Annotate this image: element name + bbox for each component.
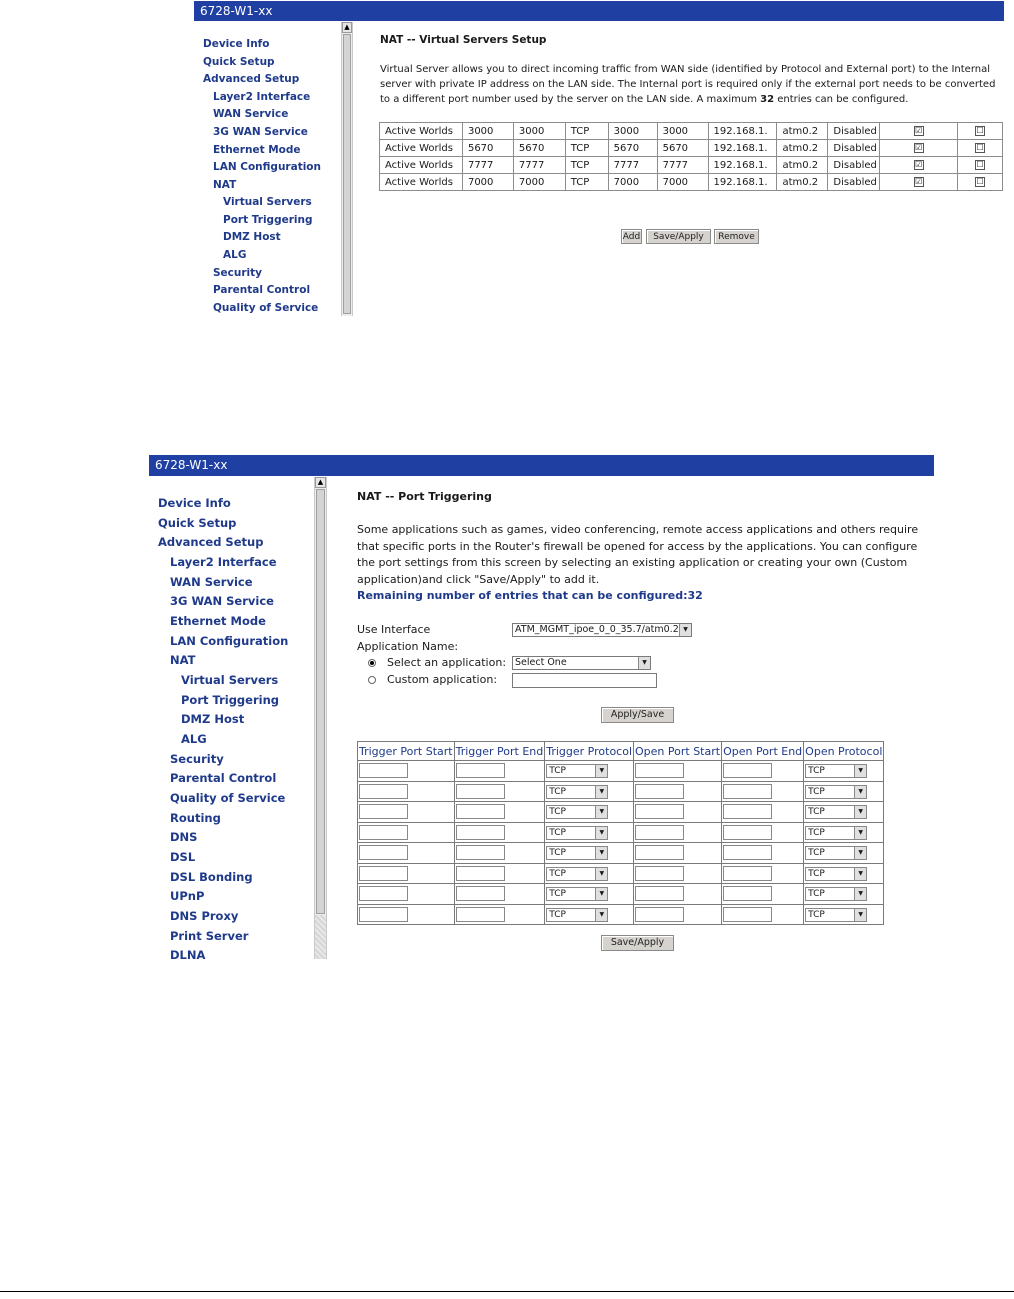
cell: [358, 904, 455, 925]
open-port-end-input[interactable]: [723, 866, 772, 881]
sidebar-item-ethernet-mode[interactable]: Ethernet Mode: [213, 144, 301, 156]
open-port-start-input[interactable]: [635, 763, 684, 778]
custom-application-radio[interactable]: [368, 676, 376, 684]
add-button[interactable]: Add: [621, 229, 642, 244]
cell-external-port-end: 5670: [513, 140, 565, 157]
chevron-down-icon: ▼: [595, 806, 607, 818]
trigger-protocol-select[interactable]: [546, 764, 608, 778]
chevron-down-icon: ▼: [595, 827, 607, 839]
scroll-up-icon[interactable]: ▲: [315, 477, 326, 488]
chevron-down-icon: ▼: [854, 765, 866, 777]
save-apply-button[interactable]: Save/Apply: [646, 229, 711, 244]
open-protocol-value: TCP: [808, 868, 825, 879]
table-header-row: [358, 742, 884, 761]
col-open-port-start: Open Port Start: [634, 742, 722, 761]
open-port-end-input[interactable]: [723, 907, 772, 922]
sidebar-item-alg[interactable]: ALG: [181, 732, 207, 746]
sidebar-item-nat[interactable]: NAT: [170, 653, 196, 667]
description-text-end: entries can be configured.: [774, 94, 909, 105]
panel2-page-title: NAT -- Port Triggering: [357, 490, 492, 503]
cell: [545, 802, 634, 823]
sidebar-item-dsl[interactable]: DSL: [170, 850, 196, 864]
cell-protocol: TCP: [565, 123, 608, 140]
open-protocol-select[interactable]: [805, 908, 867, 922]
cell-remove: [958, 174, 1003, 191]
cell-internal-port-end: 7777: [657, 157, 708, 174]
trigger-protocol-value: TCP: [549, 868, 566, 879]
application-name-label: Application Name:: [357, 640, 459, 653]
open-port-end-input[interactable]: [723, 845, 772, 860]
table-row: [358, 884, 884, 905]
table-row: [380, 157, 1003, 174]
trigger-port-end-input[interactable]: [456, 804, 505, 819]
sidebar-item-device-info[interactable]: Device Info: [158, 496, 231, 510]
cell: [545, 904, 634, 925]
trigger-protocol-value: TCP: [549, 848, 566, 858]
cell-remove: [958, 140, 1003, 157]
cell: [634, 904, 722, 925]
table-row: [380, 140, 1003, 157]
cell: [545, 761, 634, 782]
port-triggering-table: [357, 741, 884, 925]
cell-wan-interface: atm0.2: [777, 140, 828, 157]
sidebar-item-dns-proxy[interactable]: DNS Proxy: [170, 909, 239, 923]
trigger-protocol-select[interactable]: [546, 908, 608, 922]
open-protocol-value: TCP: [808, 807, 825, 817]
cell: [454, 843, 545, 864]
cell: [545, 822, 634, 843]
remaining-entries: Remaining number of entries that can be configured:32: [357, 589, 703, 602]
panel2-title: 6728-W1-xx: [155, 458, 228, 472]
cell: [454, 863, 545, 884]
cell: [545, 781, 634, 802]
cell: [722, 904, 804, 925]
cell-external-port-start: 7777: [462, 157, 513, 174]
cell-remove: [958, 123, 1003, 140]
cell-wan-interface: atm0.2: [777, 157, 828, 174]
save-apply-button[interactable]: Save/Apply: [601, 935, 674, 951]
sidebar-item-print-server[interactable]: Print Server: [170, 929, 249, 943]
scrollbar-thumb[interactable]: [316, 489, 325, 914]
cell-server-ip: 192.168.1.: [708, 174, 777, 191]
cell-enable: [880, 157, 958, 174]
trigger-port-start-input[interactable]: [359, 804, 408, 819]
trigger-port-start-input[interactable]: [359, 845, 408, 860]
cell: [358, 781, 455, 802]
sidebar-item-dmz-host[interactable]: DMZ Host: [181, 712, 245, 726]
sidebar-item-security[interactable]: Security: [213, 267, 263, 279]
cell: [804, 904, 884, 925]
select-application-dropdown[interactable]: [512, 656, 651, 670]
sidebar-item-dlna[interactable]: DLNA: [170, 948, 206, 962]
cell: [454, 904, 545, 925]
col-open-port-end: Open Port End: [722, 742, 804, 761]
cell-protocol: TCP: [565, 174, 608, 191]
cell: [804, 822, 884, 843]
chevron-down-icon: ▼: [854, 847, 866, 859]
cell-external-port-start: 3000: [462, 123, 513, 140]
chevron-down-icon: ▼: [854, 806, 866, 818]
cell-enable: [880, 123, 958, 140]
chevron-down-icon: ▼: [595, 868, 607, 880]
use-interface-select[interactable]: [512, 623, 692, 637]
page-divider: [0, 1291, 1014, 1292]
table-row: [358, 863, 884, 884]
col-trigger-port-end: Trigger Port End: [454, 742, 545, 761]
open-protocol-select[interactable]: [805, 846, 867, 860]
chevron-down-icon: ▼: [679, 624, 691, 636]
scrollbar-track[interactable]: [315, 915, 326, 959]
trigger-port-start-input[interactable]: [359, 784, 408, 799]
panel1-title: 6728-W1-xx: [200, 4, 273, 18]
sidebar-item-quality-of-service[interactable]: Quality of Service: [213, 302, 319, 314]
open-protocol-value: TCP: [808, 909, 825, 920]
chevron-down-icon: ▼: [854, 909, 866, 921]
cell-external-port-start: 7000: [462, 174, 513, 191]
sidebar-item-nat[interactable]: NAT: [213, 179, 237, 191]
chevron-down-icon: ▼: [595, 909, 607, 921]
cell: [722, 843, 804, 864]
custom-application-label: Custom application:: [387, 673, 498, 686]
cell: [804, 761, 884, 782]
trigger-protocol-select[interactable]: [546, 867, 608, 881]
sidebar-item-layer2-interface[interactable]: Layer2 Interface: [170, 555, 277, 569]
panel1-page-title: NAT -- Virtual Servers Setup: [380, 34, 547, 46]
table-row: [380, 174, 1003, 191]
select-application-label: Select an application:: [387, 656, 507, 669]
cell: [804, 884, 884, 905]
cell-nat-loopback: Disabled: [828, 123, 880, 140]
chevron-down-icon: ▼: [854, 888, 866, 900]
cell: [454, 781, 545, 802]
sidebar-item-dsl-bonding[interactable]: DSL Bonding: [170, 870, 253, 884]
cell-internal-port-start: 5670: [608, 140, 657, 157]
chevron-down-icon: ▼: [854, 868, 866, 880]
cell: [545, 884, 634, 905]
open-port-start-input[interactable]: [635, 804, 684, 819]
cell: [634, 781, 722, 802]
panel1-title-bar: [194, 1, 1004, 21]
cell: [804, 802, 884, 823]
cell: [634, 843, 722, 864]
table-row: [358, 781, 884, 802]
panel2-title-bar: [149, 455, 934, 476]
cell-external-port-start: 5670: [462, 140, 513, 157]
cell-server-ip: 192.168.1.: [708, 157, 777, 174]
sidebar-item-device-info[interactable]: Device Info: [203, 38, 270, 50]
trigger-protocol-value: TCP: [549, 909, 566, 920]
trigger-protocol-value: TCP: [549, 827, 566, 838]
cell-wan-interface: atm0.2: [777, 123, 828, 140]
cell-external-port-end: 3000: [513, 123, 565, 140]
cell: [454, 822, 545, 843]
chevron-down-icon: ▼: [854, 827, 866, 839]
cell: [804, 781, 884, 802]
open-protocol-select[interactable]: [805, 805, 867, 819]
table-row: [358, 904, 884, 925]
table-row: [358, 802, 884, 823]
trigger-port-start-input[interactable]: [359, 825, 408, 840]
remove-checkbox[interactable]: ☐: [976, 176, 984, 186]
cell: [545, 863, 634, 884]
trigger-port-start-input[interactable]: [359, 907, 408, 922]
sidebar-item-virtual-servers[interactable]: Virtual Servers: [223, 196, 312, 208]
custom-application-input[interactable]: [512, 673, 657, 688]
cell: [722, 802, 804, 823]
cell-wan-interface: atm0.2: [777, 174, 828, 191]
open-port-end-input[interactable]: [723, 886, 772, 901]
open-protocol-select[interactable]: [805, 887, 867, 901]
col-trigger-port-start: Trigger Port Start: [358, 742, 455, 761]
trigger-port-end-input[interactable]: [456, 886, 505, 901]
enable-checkbox[interactable]: ☑: [915, 125, 923, 135]
cell-internal-port-start: 3000: [608, 123, 657, 140]
open-port-end-input[interactable]: [723, 825, 772, 840]
sidebar-item-advanced-setup[interactable]: Advanced Setup: [203, 73, 300, 85]
max-entries: 32: [760, 94, 775, 105]
open-port-start-input[interactable]: [635, 886, 684, 901]
open-protocol-value: TCP: [808, 848, 825, 858]
open-port-end-input[interactable]: [723, 784, 772, 799]
enable-checkbox[interactable]: ☑: [915, 176, 923, 186]
trigger-protocol-value: TCP: [549, 786, 566, 797]
table-row: [358, 761, 884, 782]
cell: [722, 761, 804, 782]
use-interface-value: ATM_MGMT_ipoe_0_0_35.7/atm0.2: [515, 624, 679, 635]
panel1-sidebar-scrollbar[interactable]: [341, 22, 353, 316]
cell-server-ip: 192.168.1.: [708, 123, 777, 140]
scrollbar-thumb[interactable]: [343, 34, 351, 314]
enable-checkbox[interactable]: ☑: [915, 142, 923, 152]
open-protocol-value: TCP: [808, 766, 825, 776]
cell: [358, 863, 455, 884]
open-protocol-select[interactable]: [805, 764, 867, 778]
trigger-protocol-select[interactable]: [546, 846, 608, 860]
trigger-protocol-value: TCP: [549, 766, 566, 776]
cell-external-port-end: 7000: [513, 174, 565, 191]
trigger-protocol-select[interactable]: [546, 805, 608, 819]
scroll-up-icon[interactable]: ▲: [342, 22, 352, 33]
cell-server-name: Active Worlds: [380, 174, 463, 191]
sidebar-item-parental-control[interactable]: Parental Control: [213, 284, 311, 296]
open-port-end-input[interactable]: [723, 804, 772, 819]
cell: [804, 843, 884, 864]
open-protocol-select[interactable]: [805, 867, 867, 881]
open-port-start-input[interactable]: [635, 845, 684, 860]
cell-enable: [880, 140, 958, 157]
panel2-sidebar-scrollbar[interactable]: [314, 477, 327, 959]
cell: [722, 822, 804, 843]
trigger-port-end-input[interactable]: [456, 907, 505, 922]
trigger-port-start-input[interactable]: [359, 763, 408, 778]
description-text: Virtual Server allows you to direct incoming traffic from WAN side (identified by Protocol and External port) to the Internal server with private IP address on the LAN side. The Internal port is required only if the external port needs to be converted to a different port number used by the server on the LAN side. A maximum: [380, 64, 996, 105]
sidebar-item-port-triggering[interactable]: Port Triggering: [223, 214, 313, 226]
cell-server-name: Active Worlds: [380, 123, 463, 140]
trigger-protocol-select[interactable]: [546, 785, 608, 799]
panel1-description: [380, 62, 1006, 107]
cell: [454, 802, 545, 823]
sidebar-item-security[interactable]: Security: [170, 752, 224, 766]
sidebar-item-port-triggering[interactable]: Port Triggering: [181, 693, 279, 707]
sidebar-item-lan-configuration[interactable]: LAN Configuration: [213, 161, 321, 173]
chevron-down-icon: ▼: [595, 786, 607, 798]
cell: [634, 761, 722, 782]
trigger-port-start-input[interactable]: [359, 866, 408, 881]
cell-protocol: TCP: [565, 157, 608, 174]
trigger-protocol-select[interactable]: [546, 826, 608, 840]
cell: [454, 884, 545, 905]
sidebar-item-dmz-host[interactable]: DMZ Host: [223, 231, 281, 243]
open-protocol-select[interactable]: [805, 826, 867, 840]
trigger-port-start-input[interactable]: [359, 886, 408, 901]
sidebar-item-quick-setup[interactable]: Quick Setup: [203, 56, 275, 68]
cell: [804, 863, 884, 884]
cell-internal-port-end: 5670: [657, 140, 708, 157]
remove-checkbox[interactable]: ☐: [976, 142, 984, 152]
col-open-protocol: Open Protocol: [804, 742, 884, 761]
cell-external-port-end: 7777: [513, 157, 565, 174]
cell: [358, 843, 455, 864]
chevron-down-icon: ▼: [595, 888, 607, 900]
cell-protocol: TCP: [565, 140, 608, 157]
select-application-value: Select One: [515, 657, 567, 668]
cell-internal-port-end: 7000: [657, 174, 708, 191]
cell-internal-port-start: 7777: [608, 157, 657, 174]
chevron-down-icon: ▼: [638, 657, 650, 669]
table-row: [358, 843, 884, 864]
cell-internal-port-start: 7000: [608, 174, 657, 191]
sidebar-item-alg[interactable]: ALG: [223, 249, 247, 261]
sidebar-item-parental-control[interactable]: Parental Control: [170, 771, 277, 785]
trigger-protocol-select[interactable]: [546, 887, 608, 901]
trigger-port-end-input[interactable]: [456, 825, 505, 840]
trigger-port-end-input[interactable]: [456, 784, 505, 799]
cell-nat-loopback: Disabled: [828, 157, 880, 174]
virtual-servers-table: [379, 122, 1003, 191]
open-port-end-input[interactable]: [723, 763, 772, 778]
cell-nat-loopback: Disabled: [828, 174, 880, 191]
cell-server-ip: 192.168.1.: [708, 140, 777, 157]
cell: [358, 802, 455, 823]
use-interface-label: Use Interface: [357, 623, 431, 636]
sidebar-item-upnp[interactable]: UPnP: [170, 889, 205, 903]
sidebar-item-ethernet-mode[interactable]: Ethernet Mode: [170, 614, 266, 628]
sidebar-item-3g-wan-service[interactable]: 3G WAN Service: [170, 594, 274, 608]
chevron-down-icon: ▼: [595, 847, 607, 859]
cell: [358, 761, 455, 782]
cell: [454, 761, 545, 782]
cell: [358, 822, 455, 843]
sidebar-item-3g-wan-service[interactable]: 3G WAN Service: [213, 126, 308, 138]
open-protocol-value: TCP: [808, 786, 825, 797]
cell: [722, 863, 804, 884]
panel2-description: Some applications such as games, video conferencing, remote access applications and others require that specific ports in the Router's firewall be opened for access by the applications. You can configure the port settings from this screen by selecting an existing application or creating your own (Custom application)and click "Save/Apply" to add it.: [357, 523, 919, 586]
cell-server-name: Active Worlds: [380, 157, 463, 174]
trigger-port-end-input[interactable]: [456, 866, 505, 881]
sidebar-item-quick-setup[interactable]: Quick Setup: [158, 516, 237, 530]
chevron-down-icon: ▼: [854, 786, 866, 798]
cell: [722, 884, 804, 905]
select-application-radio[interactable]: [368, 659, 376, 667]
table-row: [380, 123, 1003, 140]
open-port-start-input[interactable]: [635, 907, 684, 922]
cell: [545, 843, 634, 864]
sidebar-item-dns[interactable]: DNS: [170, 830, 198, 844]
trigger-protocol-value: TCP: [549, 807, 566, 817]
sidebar-item-wan-service[interactable]: WAN Service: [213, 108, 289, 120]
cell: [634, 802, 722, 823]
cell-internal-port-end: 3000: [657, 123, 708, 140]
open-protocol-value: TCP: [808, 827, 825, 838]
sidebar-item-layer2-interface[interactable]: Layer2 Interface: [213, 91, 311, 103]
col-trigger-protocol: Trigger Protocol: [545, 742, 634, 761]
sidebar-item-wan-service[interactable]: WAN Service: [170, 575, 253, 589]
open-port-start-input[interactable]: [635, 866, 684, 881]
cell-remove: [958, 157, 1003, 174]
cell: [358, 884, 455, 905]
apply-save-button[interactable]: Apply/Save: [601, 707, 674, 723]
open-protocol-value: TCP: [808, 889, 825, 899]
cell: [722, 781, 804, 802]
remove-checkbox[interactable]: ☐: [976, 159, 984, 169]
enable-checkbox[interactable]: ☑: [915, 159, 923, 169]
open-port-start-input[interactable]: [635, 825, 684, 840]
cell: [634, 863, 722, 884]
cell-enable: [880, 174, 958, 191]
chevron-down-icon: ▼: [595, 765, 607, 777]
open-protocol-select[interactable]: [805, 785, 867, 799]
cell: [634, 884, 722, 905]
open-port-start-input[interactable]: [635, 784, 684, 799]
sidebar-item-routing[interactable]: Routing: [170, 811, 221, 825]
cell-nat-loopback: Disabled: [828, 140, 880, 157]
sidebar-item-quality-of-service[interactable]: Quality of Service: [170, 791, 286, 805]
sidebar-item-virtual-servers[interactable]: Virtual Servers: [181, 673, 279, 687]
cell-server-name: Active Worlds: [380, 140, 463, 157]
trigger-port-end-input[interactable]: [456, 763, 505, 778]
sidebar-item-advanced-setup[interactable]: Advanced Setup: [158, 535, 264, 549]
sidebar-item-lan-configuration[interactable]: LAN Configuration: [170, 634, 289, 648]
table-row: [358, 822, 884, 843]
remove-checkbox[interactable]: ☐: [976, 125, 984, 135]
cell: [634, 822, 722, 843]
remove-button[interactable]: Remove: [714, 229, 759, 244]
trigger-port-end-input[interactable]: [456, 845, 505, 860]
trigger-protocol-value: TCP: [549, 889, 566, 899]
